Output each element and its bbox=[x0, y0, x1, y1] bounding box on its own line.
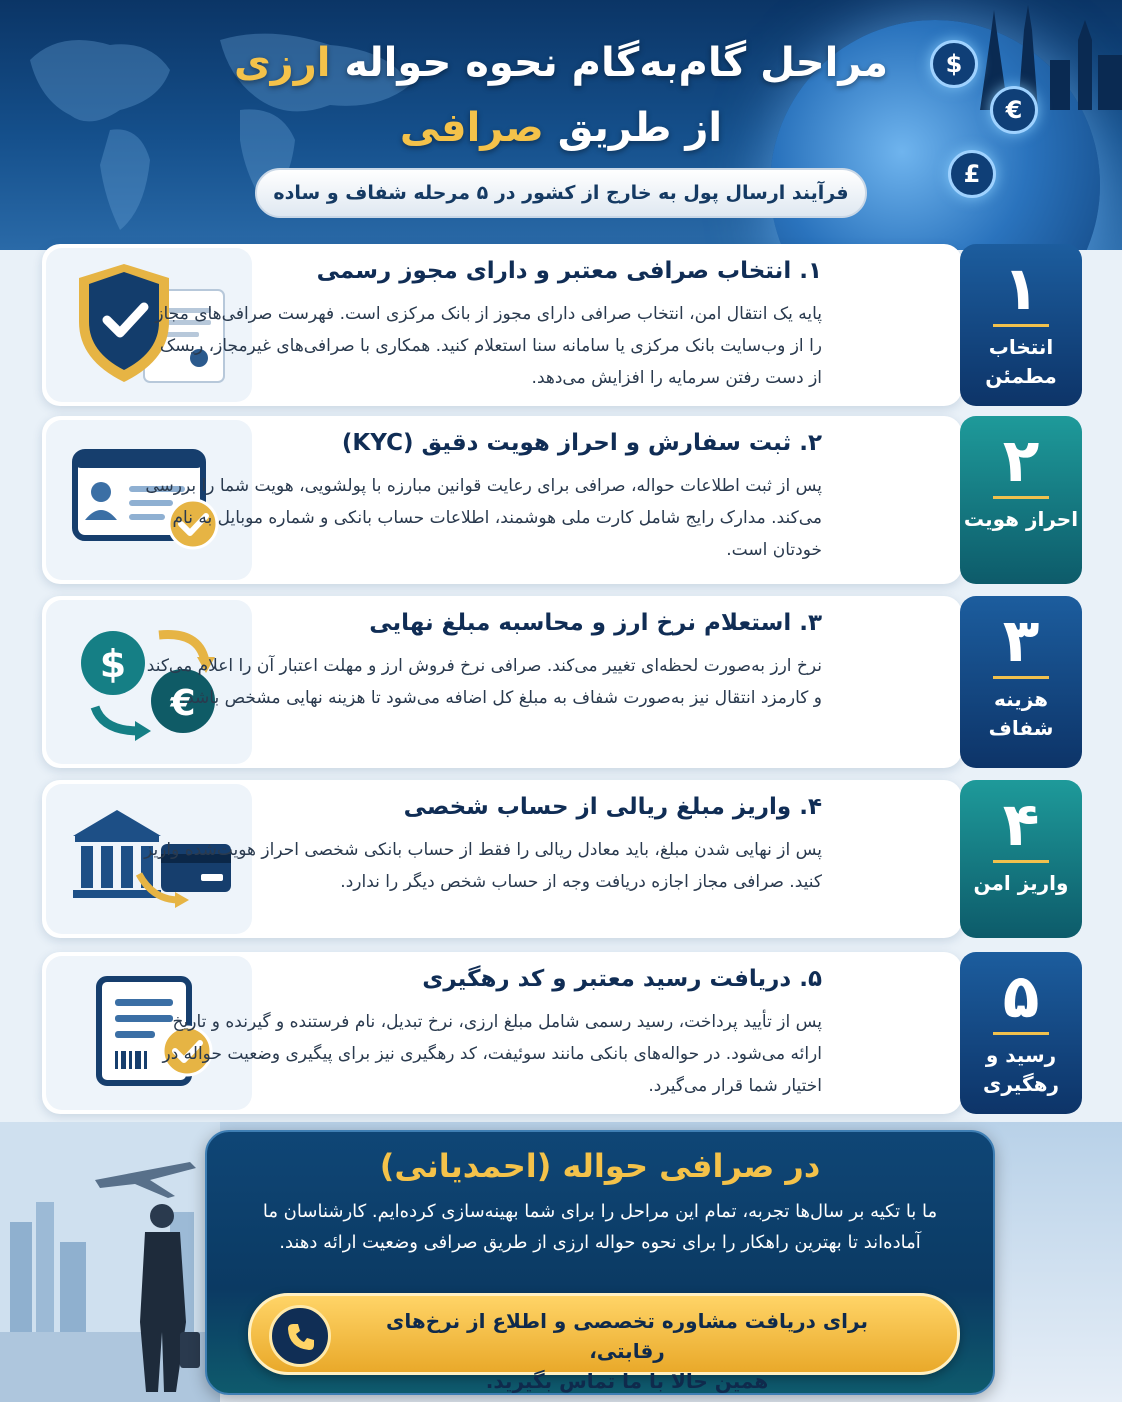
subtitle-pill: فرآیند ارسال پول به خارج از کشور در ۵ مرحله شفاف و ساده bbox=[255, 168, 867, 218]
step-heading: ۱. انتخاب صرافی معتبر و دارای مجوز رسمی bbox=[316, 258, 822, 284]
cta-text bbox=[357, 1306, 897, 1396]
title-highlight: ارزی bbox=[234, 40, 331, 86]
step-description: پایه یک انتقال امن، انتخاب صرافی دارای مجوز از بانک مرکزی است. فهرست صرافی‌های مجاز را از وب‌سایت بانک مرکزی یا سامانه سنا استعلام کنید. همکاری با صرافی‌های غیرمجاز، ریسک از دست رفتن سرمایه را افزایش می‌دهد. bbox=[155, 304, 822, 388]
cta-line-2: همین حالا با ما تماس بگیرید. bbox=[485, 1369, 769, 1393]
traveler-airport-graphic bbox=[0, 1122, 220, 1402]
step-number-badge bbox=[960, 416, 1082, 584]
badge-divider bbox=[993, 324, 1049, 327]
header-banner bbox=[0, 0, 1122, 250]
page-title-line1 bbox=[0, 40, 1122, 86]
euro-icon: € bbox=[990, 86, 1038, 134]
title-text: از طریق bbox=[557, 105, 723, 151]
step-number: ۱ bbox=[1002, 254, 1040, 324]
step-number-badge bbox=[960, 244, 1082, 406]
step-number-badge bbox=[960, 596, 1082, 768]
step-card-body bbox=[42, 416, 962, 584]
phone-icon bbox=[269, 1305, 331, 1367]
dollar-icon: $ bbox=[930, 40, 978, 88]
step-description: پس از تأیید پرداخت، رسید رسمی شامل مبلغ ارزی، نرخ تبدیل، نام فرستنده و گیرنده و تاریخ ارائه می‌شود. در حواله‌های بانکی مانند سوئیفت، کد رهگیری نیز برای پیگیری وضعیت حواله در اختیار شما قرار می‌گیرد. bbox=[162, 1012, 822, 1096]
badge-label: هزینه شفاف bbox=[988, 687, 1054, 740]
company-title: در صرافی حواله (احمدیانی) bbox=[379, 1147, 821, 1185]
step-card-3 bbox=[42, 596, 1082, 768]
title-text: مراحل گام‌به‌گام نحوه حواله bbox=[344, 40, 888, 86]
badge-label: انتخاب مطمئن bbox=[985, 335, 1057, 388]
step-card-4 bbox=[42, 780, 1082, 938]
badge-label: واریز امن bbox=[973, 871, 1069, 895]
step-number: ۴ bbox=[1002, 790, 1040, 860]
contact-cta-button[interactable] bbox=[248, 1293, 960, 1393]
badge-label: احراز هویت bbox=[963, 507, 1079, 531]
step-number: ۲ bbox=[1002, 426, 1040, 496]
step-description: نرخ ارز به‌صورت لحظه‌ای تغییر می‌کند. صرافی نرخ فروش ارز و مهلت اعتبار آن را اعلام می‌کند و کارمزد انتقال نیز به‌صورت شفاف به مبلغ کل اضافه می‌شود تا هزینه نهایی مشخص باشد. bbox=[146, 656, 822, 708]
title-highlight: صرافی bbox=[399, 105, 544, 151]
step-heading: ۵. دریافت رسید معتبر و کد رهگیری bbox=[422, 966, 822, 992]
page-title-line2 bbox=[0, 105, 1122, 151]
svg-text:$: $ bbox=[99, 642, 127, 686]
step-number-badge bbox=[960, 952, 1082, 1114]
step-heading: ۳. استعلام نرخ ارز و محاسبه مبلغ نهایی bbox=[369, 610, 822, 636]
badge-divider bbox=[993, 1032, 1049, 1035]
step-card-body bbox=[42, 952, 962, 1114]
cta-line-1: برای دریافت مشاوره تخصصی و اطلاع از نرخ‌های رقابتی، bbox=[386, 1309, 868, 1363]
step-card-1 bbox=[42, 244, 1082, 406]
badge-divider bbox=[993, 860, 1049, 863]
badge-divider bbox=[993, 676, 1049, 679]
step-card-2 bbox=[42, 416, 1082, 584]
pound-icon: £ bbox=[948, 150, 996, 198]
step-number: ۳ bbox=[1002, 606, 1040, 676]
step-card-body bbox=[42, 596, 962, 768]
step-heading: ۲. ثبت سفارش و احراز هویت دقیق (KYC) bbox=[341, 430, 822, 456]
step-description: پس از نهایی شدن مبلغ، باید معادل ریالی را فقط از حساب بانکی شخصی احراز هویت‌شده واریز کنید. صرافی مجاز اجازه دریافت وجه از حساب شخص دیگر را ندارد. bbox=[144, 840, 822, 892]
svg-text:€: € bbox=[170, 683, 196, 724]
step-card-5 bbox=[42, 952, 1082, 1114]
badge-divider bbox=[993, 496, 1049, 499]
step-card-body bbox=[42, 780, 962, 938]
badge-label: رسید و رهگیری bbox=[983, 1043, 1059, 1096]
step-number: ۵ bbox=[1002, 962, 1040, 1032]
company-description: ما با تکیه بر سال‌ها تجربه، تمام این مراحل را برای شما بهینه‌سازی کرده‌ایم. کارشناسان ما آماده‌اند تا بهترین راهکار را برای نحوه حواله ارزی از طریق صرافی وضعیت ارائه دهند. bbox=[262, 1201, 938, 1253]
step-heading: ۴. واریز مبلغ ریالی از حساب شخصی bbox=[403, 794, 822, 820]
step-number-badge bbox=[960, 780, 1082, 938]
step-description: پس از ثبت اطلاعات حواله، صرافی برای رعایت قوانین مبارزه با پولشویی، هویت شما را بررسی می‌کند. مدارک رایج شامل کارت ملی هوشمند، اطلاعات حساب بانکی و شماره موبایل به نام خودتان است. bbox=[145, 476, 822, 560]
step-card-body bbox=[42, 244, 962, 406]
